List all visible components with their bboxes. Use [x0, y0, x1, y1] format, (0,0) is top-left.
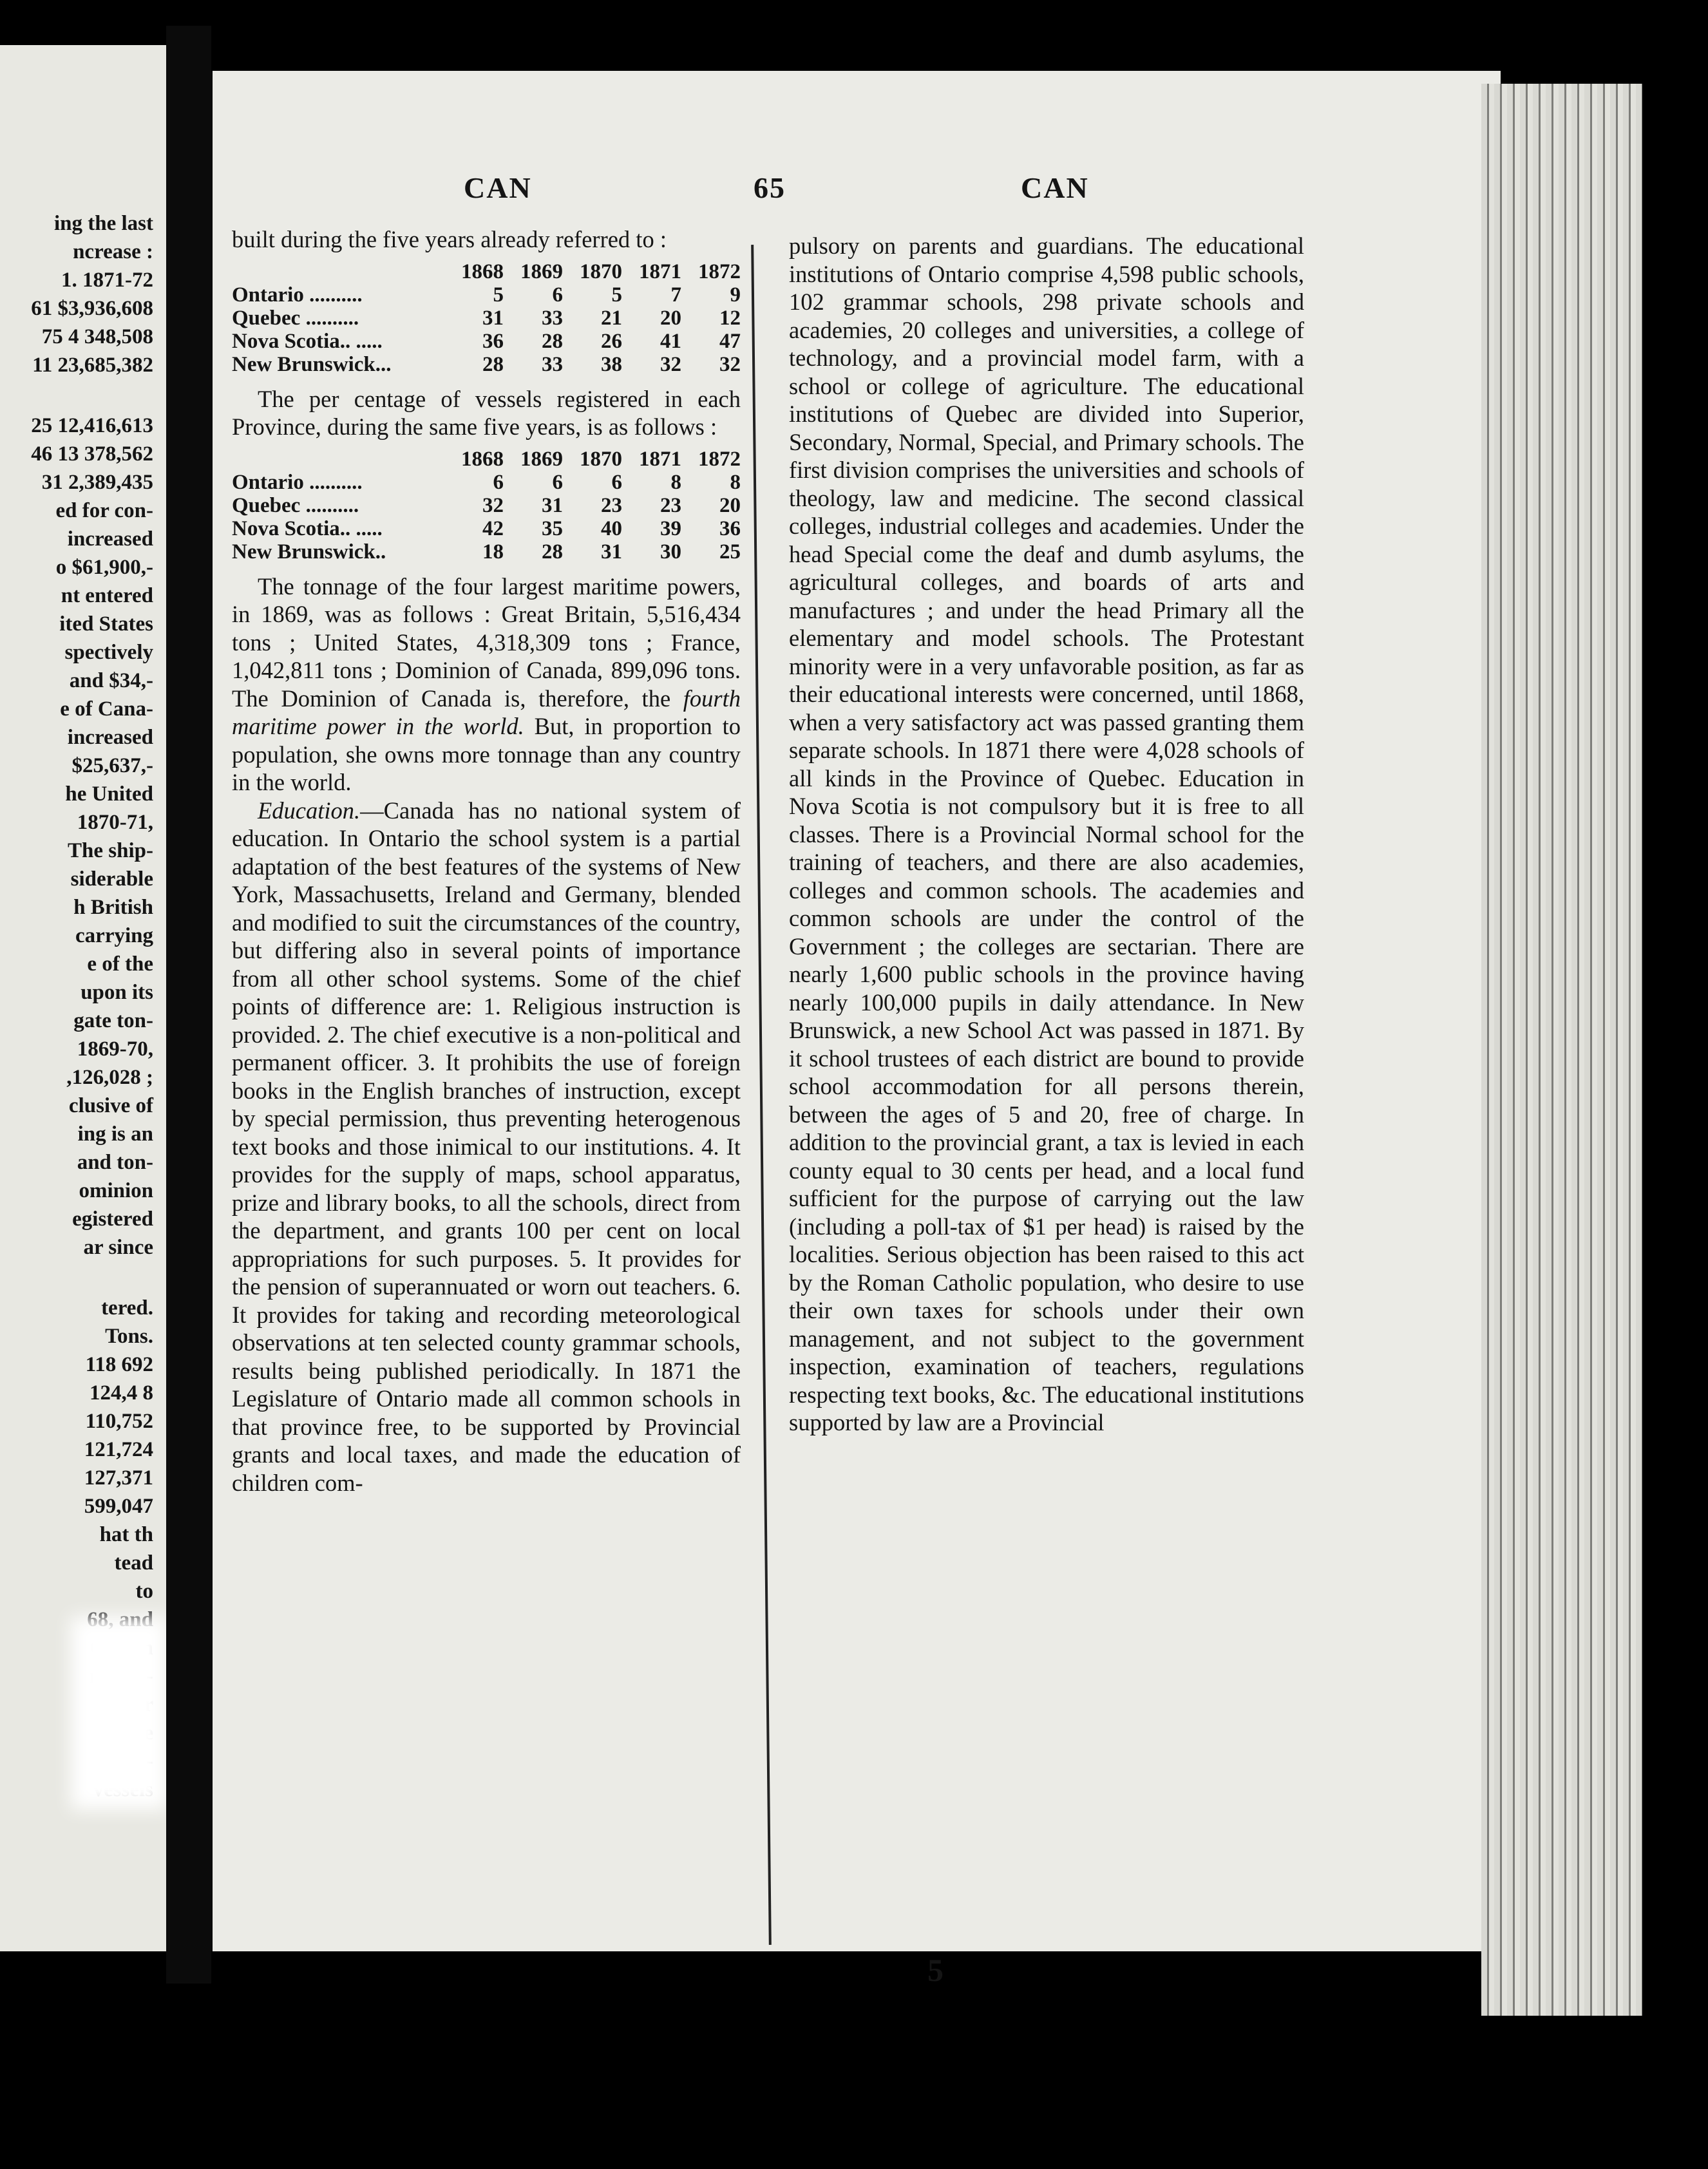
table-cell: 8 — [670, 470, 681, 494]
facing-page-line: The ship- — [68, 839, 153, 862]
table-row — [232, 517, 741, 540]
table-cell: 6 — [552, 470, 563, 494]
facing-page-line: gate ton- — [73, 1009, 153, 1032]
running-head-right: CAN — [1021, 171, 1089, 204]
facing-page-line: 599,047 — [84, 1495, 153, 1518]
facing-page-line: ing the last — [53, 212, 153, 235]
table-cell: 31 — [482, 306, 504, 330]
education-continued: pulsory on parents and guardians. The educational institutions of Ontario comprise 4,598 public schools, 102 grammar schools, 298 private schools and academies, 20 colleges and universities, a college of technology, and a provincial model farm, with a school or college of agriculture. The educational institutions of Quebec are divided into Superior, Secondary, Normal, Special, and Primary schools. The first division comprises the universities and schools of theology, law and medicine. The second classical colleges, industrial colleges and academies. Under the head Special come the deaf and dumb asylums, the agricultural colleges, and boards of arts and manufactures ; and under the head Primary all the elementary and model schools. The Protestant minority were in a very unfavorable position, as far as their educational interests were concerned, until 1868, when a very satisfactory act was passed granting them separate schools. In 1871 there were 4,028 schools of all kinds in the Province of Quebec. Education in Nova Scotia is not compulsory but it is free to all classes. There is a Provincial Normal school for the training of teachers, and there are also academies, colleges and common schools. The academies and common schools are under the control of the Government ; the colleges are sectarian. There are nearly 1,600 public schools in the province having nearly 100,000 pupils in daily attendance. In New Brunswick, a new School Act was passed in 1871. By it school trustees of each district are bound to provide school accommodation for all persons therein, between the ages of 5 and 20, free of charge. In addition to the provincial grant, a tax is levied in each county equal to 30 cents per head, and a local fund sufficient for the purpose of carrying out the law (including a poll-tax of $1 per head) is raised by the localities. Serious objection has been raised to this act by the Roman Catholic population, who desire to use their own taxes for schools under their own management, and not subject to the government inspection, examination of teachers, regulations respecting text books, &c. The educational institutions supported by law are a Provincial — [789, 232, 1304, 1435]
header-blank — [232, 260, 444, 283]
table-row — [232, 494, 741, 517]
facing-page-line: and $34,- — [69, 669, 153, 692]
facing-page-line: 118 692 — [85, 1353, 153, 1376]
facing-page-line: nt entered — [61, 584, 153, 607]
facing-page-line: 25 12,416,613 — [31, 414, 153, 437]
table-row — [232, 353, 741, 376]
facing-page-line: e of the — [87, 952, 153, 976]
year-header: 1868 — [461, 260, 504, 283]
table-cell: 9 — [730, 283, 741, 307]
table-cell: 8 — [730, 470, 741, 494]
book-gutter — [166, 26, 211, 1984]
table-cell: 32 — [482, 493, 504, 517]
percentage-paragraph: The per centage of vessels registered in each Province, during the same five years, is as follows : — [232, 385, 741, 440]
facing-page-line: e of Cana- — [60, 697, 153, 721]
year-header: 1869 — [520, 447, 563, 471]
page-edges — [1481, 84, 1642, 2016]
education-heading: Education. — [258, 797, 361, 824]
emphasis: fourth maritime power in the world. — [232, 685, 741, 739]
facing-page-line: ited States — [59, 612, 153, 636]
facing-page-line: siderable — [70, 867, 153, 891]
table-cell: 28 — [482, 352, 504, 376]
table-cell: 30 — [660, 540, 681, 564]
table-cell: 28 — [542, 329, 563, 353]
table-cell: 23 — [601, 493, 622, 517]
province-name: Nova Scotia.. ..... — [232, 516, 383, 540]
facing-page-line: ncrease : — [73, 240, 153, 263]
table-cell: 31 — [601, 540, 622, 564]
table-cell: 18 — [482, 540, 504, 564]
facing-page-line: upon its — [81, 981, 153, 1004]
facing-page-fragment — [0, 45, 166, 1951]
table-cell: 6 — [552, 283, 563, 307]
facing-page-line: tered. — [101, 1296, 153, 1320]
facing-page-line: hat th — [99, 1523, 153, 1546]
table-cell: 7 — [670, 283, 681, 307]
facing-page-line: ing is an — [77, 1122, 153, 1146]
facing-page-line: ominion — [79, 1179, 153, 1202]
table-cell: 33 — [542, 352, 563, 376]
table-cell: 32 — [660, 352, 681, 376]
table-row — [232, 540, 741, 564]
vessels-built-table — [232, 260, 741, 376]
table-cell: 38 — [601, 352, 622, 376]
facing-page-line: $25,637,- — [71, 754, 153, 777]
running-head-left: CAN — [464, 171, 532, 204]
facing-page-line: to — [135, 1580, 153, 1603]
table-cell: 26 — [601, 329, 622, 353]
table-cell: 5 — [493, 283, 504, 307]
year-header: 1869 — [520, 260, 563, 283]
table-cell: 21 — [601, 306, 622, 330]
province-name: Quebec .......... — [232, 493, 359, 517]
facing-page-line: 1. 1871-72 — [61, 269, 153, 292]
facing-page-line: 1870-71, — [77, 811, 153, 834]
table-cell: 28 — [542, 540, 563, 564]
table-cell: 41 — [660, 329, 681, 353]
table-row — [232, 283, 741, 307]
table-cell: 42 — [482, 516, 504, 540]
table-cell: 36 — [482, 329, 504, 353]
signature-mark: 5 — [927, 1952, 944, 1988]
table1-intro: built during the five years already referred to : — [232, 226, 667, 252]
facing-page-line: 11 23,685,382 — [32, 354, 153, 377]
smudge — [71, 1616, 166, 1810]
facing-page-line: 61 $3,936,608 — [31, 297, 153, 320]
facing-page-line: spectively — [64, 641, 153, 664]
facing-page-line: 127,371 — [84, 1466, 153, 1490]
education-paragraph: Education.—Canada has no national system of education. In Ontario the school system is a partial adaptation of the best features of the systems of New York, Massachusetts, Ireland and Germany, blended and modified to suit the circumstances of the country, but differing also in several points of importance from all other school systems. Some of the chief points of difference are: 1. Religious instruction is provided. 2. The chief executive is a non-political and permanent officer. 3. It prohibits the use of foreign books in the English branches of instruction, except by special permission, thus preventing heterogenous text books and those inimical to our institutions. 4. It provides for the supply of maps, school apparatus, prize and library books, to all the schools, direct from the department, and grants 100 per cent on local appropriations for such purposes. 5. It provides for the pension of superannuated or worn out teachers. 6. It provides for taking and recording meteorological observations at ten selected county grammar schools, results being published periodically. In 1871 the Legislature of Ontario made all common schools in that province free, to be supported by Provincial grants and local taxes, and made the education of children com- — [232, 797, 741, 1496]
facing-page-line: and ton- — [77, 1151, 153, 1174]
facing-page-line: 121,724 — [84, 1438, 153, 1461]
facing-page-line: ,126,028 ; — [66, 1066, 153, 1089]
facing-page-line — [0, 1262, 153, 1294]
facing-page-line: 75 4 348,508 — [41, 325, 153, 348]
facing-page-line: egistered — [72, 1208, 153, 1231]
table-cell: 23 — [660, 493, 681, 517]
province-name: Ontario .......... — [232, 283, 363, 307]
table-cell: 39 — [660, 516, 681, 540]
province-name: Quebec .......... — [232, 306, 359, 330]
table-cell: 31 — [542, 493, 563, 517]
table-header-row — [232, 448, 741, 471]
table-cell: 35 — [542, 516, 563, 540]
province-name: New Brunswick.. — [232, 540, 386, 564]
facing-page-line — [0, 379, 153, 412]
facing-page-line: 31 2,389,435 — [41, 471, 153, 494]
facing-page-line: 110,752 — [85, 1410, 153, 1433]
table-cell: 20 — [719, 493, 741, 517]
year-header: 1871 — [639, 260, 681, 283]
table-header-row — [232, 260, 741, 283]
year-header: 1872 — [698, 447, 741, 471]
percentage-registered-table — [232, 448, 741, 564]
facing-page-line: increased — [67, 527, 153, 551]
facing-page-line: clusive of — [68, 1094, 153, 1117]
table-row — [232, 330, 741, 353]
table-cell: 20 — [660, 306, 681, 330]
table-row — [232, 471, 741, 494]
table-cell: 6 — [493, 470, 504, 494]
table-cell: 5 — [611, 283, 622, 307]
province-name: Ontario .......... — [232, 470, 363, 494]
left-column — [232, 225, 741, 1497]
right-column — [789, 232, 1304, 1437]
year-header: 1870 — [580, 260, 622, 283]
year-header: 1871 — [639, 447, 681, 471]
facing-page-line: 124,4 8 — [90, 1381, 153, 1405]
facing-page-line: ar since — [83, 1236, 153, 1259]
table-cell: 6 — [611, 470, 622, 494]
facing-page-line: h British — [73, 896, 153, 919]
facing-page-line: Tons. — [105, 1325, 153, 1348]
facing-page-line: 1869-70, — [77, 1037, 153, 1061]
table-cell: 33 — [542, 306, 563, 330]
table-cell: 12 — [719, 306, 741, 330]
facing-page-line: carrying — [75, 924, 153, 947]
year-header: 1872 — [698, 260, 741, 283]
table-cell: 36 — [719, 516, 741, 540]
province-name: New Brunswick... — [232, 352, 392, 376]
table-cell: 47 — [719, 329, 741, 353]
facing-page-text — [0, 209, 153, 1804]
facing-page-line: increased — [67, 726, 153, 749]
year-header: 1868 — [461, 447, 504, 471]
page-number: 65 — [754, 171, 786, 204]
table-cell: 32 — [719, 352, 741, 376]
facing-page-line: 46 13 378,562 — [31, 442, 153, 466]
province-name: Nova Scotia.. ..... — [232, 329, 383, 353]
tonnage-paragraph: The tonnage of the four largest maritime powers, in 1869, was as follows : Great Britain, 5,516,434 tons ; United States, 4,318,309 tons ; France, 1,042,811 tons ; Dominion of Canada, 899,096 tons. The Dominion of Canada is, therefore, the fourth maritime power in the world. But, in proportion to population, she owns more tonnage than any country in the world. — [232, 573, 741, 795]
header-blank — [232, 448, 444, 471]
table-row — [232, 307, 741, 330]
year-header: 1870 — [580, 447, 622, 471]
facing-page-line: ed for con- — [55, 499, 153, 522]
table-cell: 40 — [601, 516, 622, 540]
facing-page-line: he United — [65, 782, 153, 806]
facing-page-line: o $61,900,- — [55, 556, 153, 579]
facing-page-line: tead — [114, 1551, 153, 1575]
table-cell: 25 — [719, 540, 741, 564]
